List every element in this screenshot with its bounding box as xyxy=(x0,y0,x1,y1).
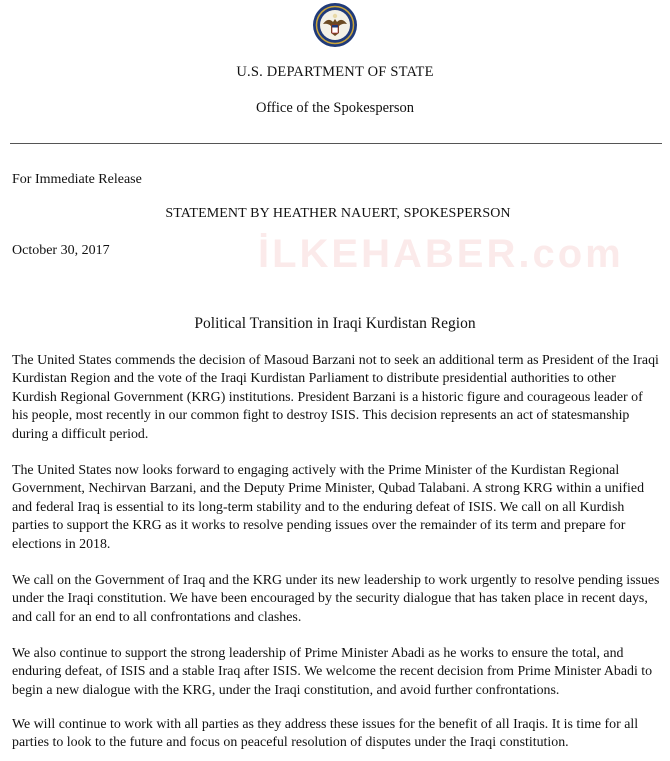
watermark: İLKEHABER.com xyxy=(258,232,624,276)
release-date: October 30, 2017 xyxy=(12,243,110,258)
paragraph-5: We will continue to work with all parties as they address these issues for the benefit of all Iraqis. It is time for all parties to look to the future and focus on peaceful resolution of disputes under the Iraqi constitution. xyxy=(12,717,639,751)
statement-heading: STATEMENT BY HEATHER NAUERT, SPOKESPERSON xyxy=(165,206,511,221)
paragraph-4: We also continue to support the strong leadership of Prime Minister Abadi as he works to ensure the total, and enduring defeat, of ISIS and a stable Iraq after ISIS. We welcome the recent decision from Prime Minister Abadi to begin a new dialogue with the KRG, under the Iraqi constitution, and avoid further confrontations. xyxy=(12,646,653,698)
state-department-seal xyxy=(312,2,358,48)
header-divider xyxy=(10,143,662,144)
release-label: For Immediate Release xyxy=(12,172,142,187)
office-name: Office of the Spokesperson xyxy=(256,100,414,116)
paragraph-2: The United States now looks forward to engaging actively with the Prime Minister of the Kurdistan Regional Government, Nechirvan Barzani, and the Deputy Prime Minister, Qubad Talabani. A strong KRG within a unified and federal Iraq is essential to its long-term stability and to the enduring defeat of ISIS. We call on all Kurdish parties to support the KRG as it works to resolve pending issues over the remainder of its term and prepare for elections in 2018. xyxy=(12,463,645,552)
paragraph-1: The United States commends the decision of Masoud Barzani not to seek an additional term as President of the Iraqi Kurdistan Region and the vote of the Iraqi Kurdistan Parliament to distribute presidential authorities to other Kurdish Regional Government (KRG) institutions. President Barzani is a historic figure and courageous leader of his people, most recently in our common fight to destroy ISIS. This decision represents an act of statesmanship during a difficult period. xyxy=(12,353,659,442)
document-title: Political Transition in Iraqi Kurdistan Region xyxy=(194,315,476,332)
department-name: U.S. DEPARTMENT OF STATE xyxy=(236,64,434,80)
paragraph-3: We call on the Government of Iraq and the KRG under its new leadership to work urgently to resolve pending issues under the Iraqi constitution. We have been encouraged by the security dialogue that has taken place in recent days, and call for an end to all confrontations and clashes. xyxy=(12,573,660,625)
